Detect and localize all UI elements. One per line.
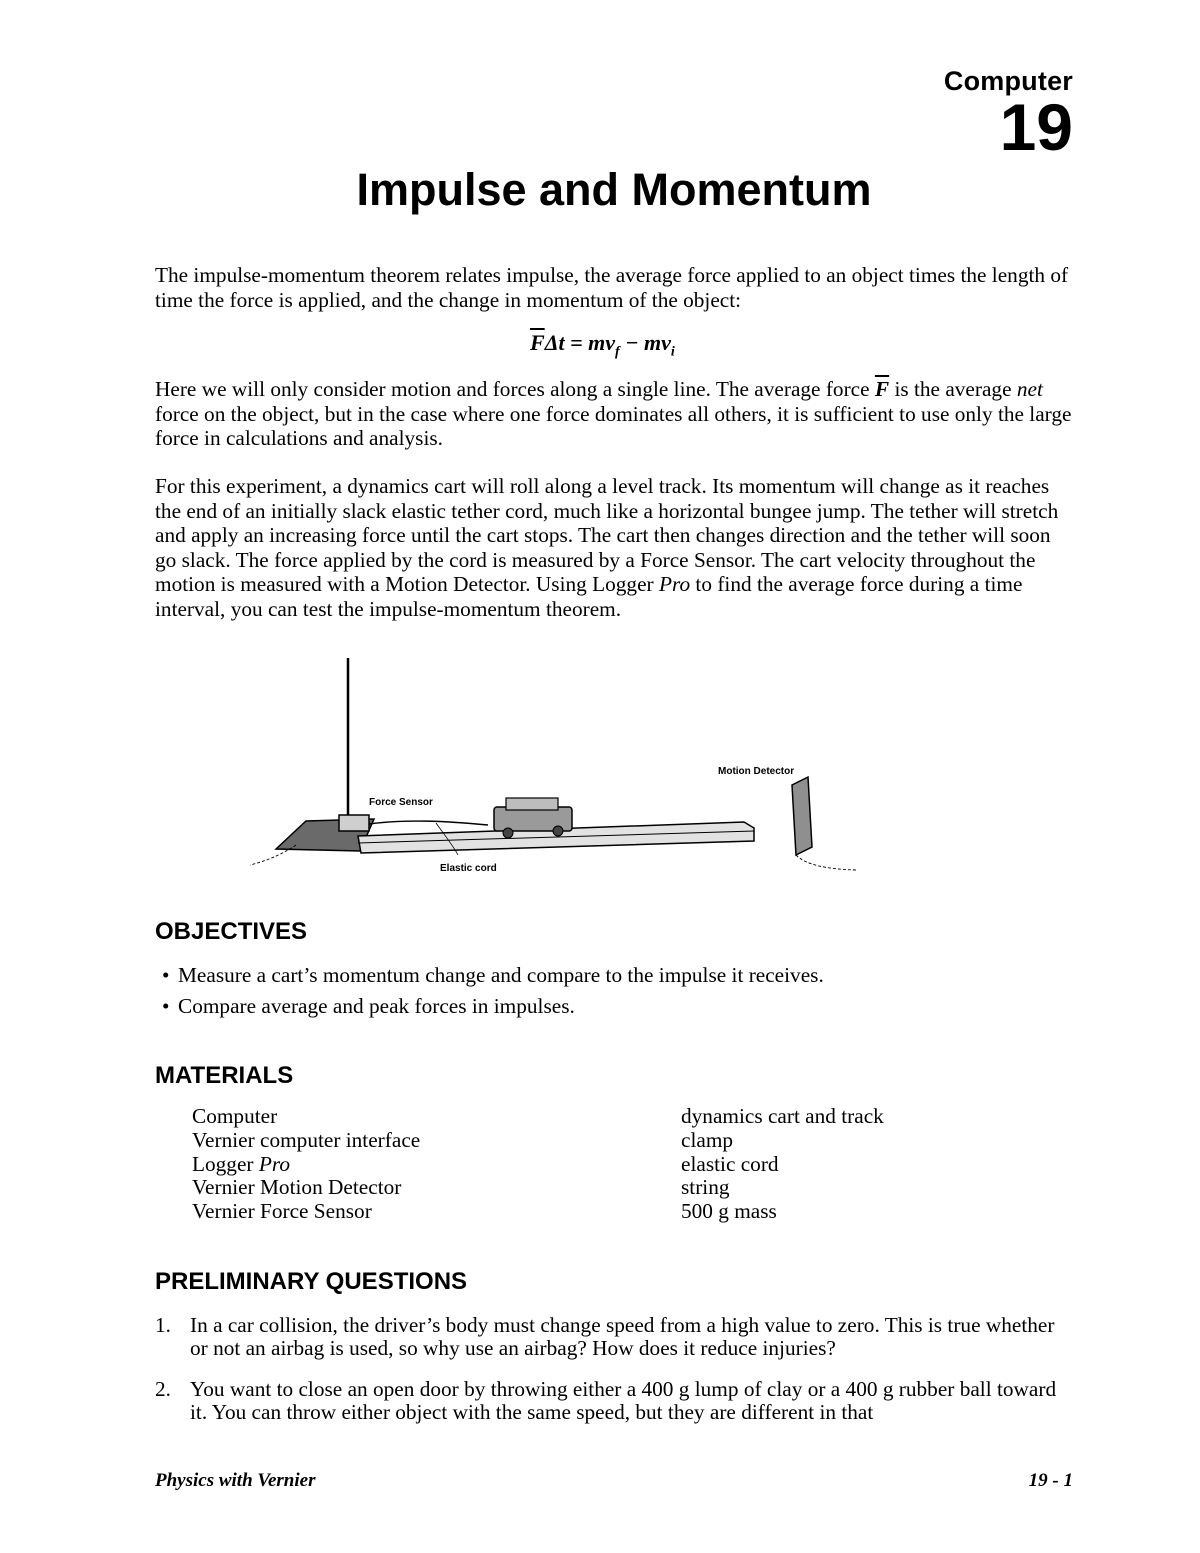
objective-text: Measure a cart’s momentum change and compare to the impulse it receives. [178, 963, 824, 987]
p2-force-symbol: $\overline{F}$ [874, 377, 890, 401]
list-item [162, 991, 824, 1022]
chapter-label: Computer [943, 66, 1073, 96]
motion-detector [792, 777, 812, 855]
equation-sub-i: i [670, 344, 675, 360]
bullet: • [162, 994, 170, 1018]
list-item: Computer [192, 1104, 278, 1128]
material-logger: Logger [192, 1151, 259, 1176]
equation-force-symbol: $\overline{F}$ [530, 330, 545, 355]
list-item: elastic cord [681, 1151, 779, 1176]
material-pro-word: Pro [258, 1151, 290, 1176]
page-title: Impulse and Momentum [356, 164, 872, 215]
label-elastic-cord: Elastic cord [440, 863, 497, 874]
chapter-number: 19 [999, 90, 1073, 164]
bullet: • [162, 963, 170, 987]
p2-part-b: is the average [889, 377, 1017, 401]
p2-part-c: force on the object, but in the case where one force dominates all others, it is sufficient to use only the large force in calculations and analysis. [155, 401, 1072, 451]
p3-part-a: For this experiment, a dynamics cart will roll along a level track. Its momentum will change as it reaches the end of an initially slack elastic tether cord, much like a horizontal bungee jump. The tether will stretch and apply an increasing force until the cart stops. The cart then changes direction and the tether will soon go slack. The force applied by the cord is measured by a Force Sensor. The cart velocity throughout the motion is measured with a Motion Detector. Using Logger [155, 474, 1059, 597]
impulse-momentum-equation [530, 330, 675, 360]
label-force-sensor: Force Sensor [369, 797, 433, 808]
preliminary-questions-heading: PRELIMINARY QUESTIONS [155, 1268, 468, 1295]
cart-wheel-front [553, 826, 563, 836]
list-item: string [681, 1175, 730, 1200]
p3-part-b: to find the average force during a time interval, you can test the impulse-momentum theorem. [155, 572, 1023, 621]
p2-part-a: Here we will only consider motion and forces along a single line. The average force [155, 377, 875, 401]
list-item: clamp [681, 1127, 734, 1152]
question-number: 1. [155, 1313, 171, 1337]
list-item [162, 960, 824, 991]
list-item: dynamics cart and track [681, 1104, 884, 1128]
elastic-cord [369, 821, 488, 825]
apparatus-diagram [236, 655, 866, 885]
equation-mid: − mv [619, 330, 671, 355]
question-text: In a car collision, the driver’s body must change speed from a high value to zero. This is true whether or not an airbag is used, so why use an airbag? How does it reduce injuries? [190, 1313, 1055, 1361]
list-item [192, 1153, 420, 1177]
footer-book-title: Physics with Vernier [155, 1470, 316, 1491]
cart-mass [506, 798, 558, 810]
footer-page-number: 19 - 1 [1028, 1470, 1073, 1491]
equation-sub-f: f [615, 344, 620, 360]
intro-paragraph-3 [155, 474, 1075, 622]
list-item: Vernier computer interface [192, 1127, 421, 1152]
intro-paragraph-2 [155, 377, 1075, 451]
intro-paragraph-1: The impulse-momentum theorem relates impulse, the average force applied to an object times the length of time the force is applied, and the change in momentum of the object: [155, 263, 1069, 312]
detector-cable [796, 855, 856, 870]
question-item [155, 1378, 1075, 1425]
list-item: 500 g mass [681, 1199, 777, 1224]
label-motion-detector: Motion Detector [718, 766, 795, 777]
question-text: You want to close an open door by throwing either a 400 g lump of clay or a 400 g rubber ball toward it. You can throw either object with the same speed, but they are different in that [190, 1377, 1057, 1425]
objectives-list [162, 960, 824, 1022]
question-number: 2. [155, 1377, 171, 1401]
equation-lhs: Δt = mv [544, 330, 616, 355]
list-item: Vernier Motion Detector [192, 1175, 402, 1200]
materials-right-column [681, 1105, 884, 1224]
p3-pro-word: Pro [658, 572, 691, 597]
cart-wheel-rear [503, 828, 513, 838]
list-item: Vernier Force Sensor [192, 1199, 372, 1224]
objective-text: Compare average and peak forces in impulses. [178, 994, 575, 1018]
materials-left-column [192, 1105, 420, 1224]
force-sensor [339, 815, 369, 831]
objectives-heading: OBJECTIVES [155, 918, 308, 945]
materials-heading: MATERIALS [155, 1062, 294, 1089]
question-item [155, 1314, 1075, 1361]
p2-net-word: net [1016, 377, 1043, 401]
